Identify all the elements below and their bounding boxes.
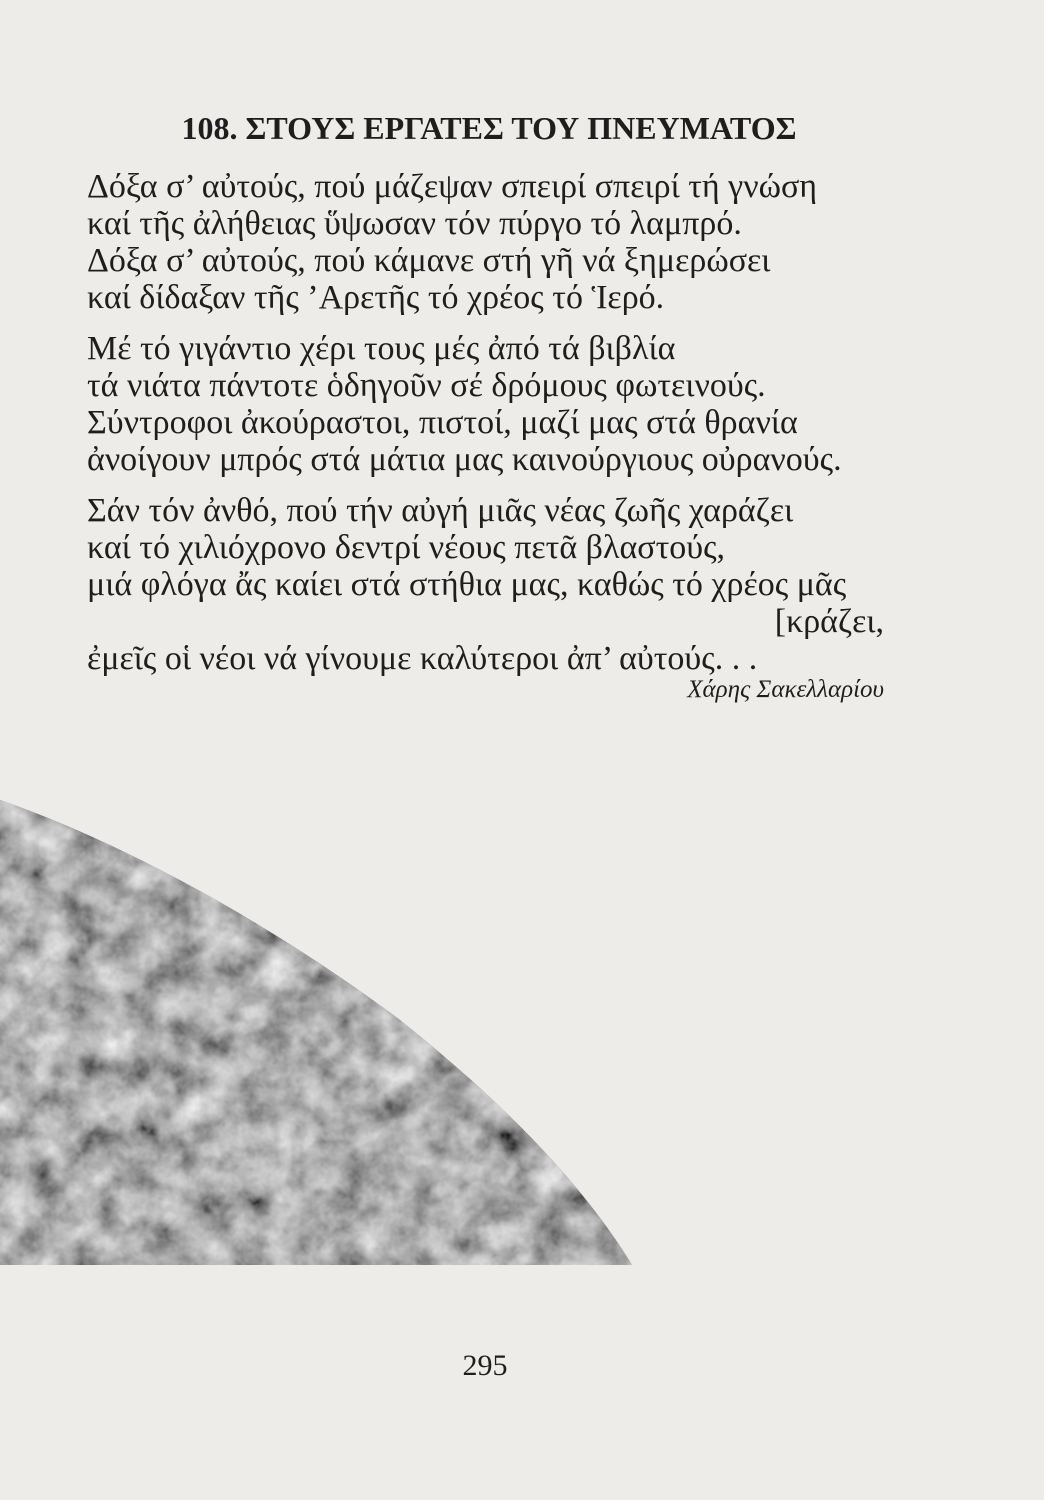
stanza-1 — [87, 168, 884, 316]
poem-line: ἐμεῖς οἱ νέοι νά γίνουμε καλύτεροι ἀπ’ αὐτούς. . . — [87, 640, 758, 677]
poem-line: καί δίδαξαν τῆς ’Αρετῆς τό χρέος τό Ἱερό. — [87, 279, 665, 316]
poem-line: Δόξα σ’ αὐτούς, πού κάμανε στή γῆ νά ξημερώσει — [87, 242, 771, 279]
rock-photo-overlay — [0, 790, 640, 1270]
poem-line-overflow: [κράζει, — [774, 603, 884, 640]
poem-line: Σάν τόν ἀνθό, πού τήν αὐγή μιᾶς νέας ζωῆς χαράζει — [87, 492, 794, 529]
poem-line: καί τῆς ἀλήθειας ὕψωσαν τόν πύργο τό λαμπρό. — [87, 205, 742, 242]
poem-line: Σύντροφοι ἀκούραστοι, πιστοί, μαζί μας στά θρανία — [87, 404, 798, 441]
poem-line: τά νιάτα πάντοτε ὁδηγοῦν σέ δρόμους φωτεινούς. — [87, 367, 766, 404]
poem-line: Δόξα σ’ αὐτούς, πού μάζεψαν σπειρί σπειρί τή γνώση — [87, 168, 818, 205]
stanza-2 — [87, 330, 884, 478]
stanza-3 — [87, 492, 884, 677]
poem-author: Χάρης Σακελλαρίου — [687, 676, 884, 703]
poem-line: ἀνοίγουν μπρός στά μάτια μας καινούργιους οὐρανούς. — [87, 441, 842, 478]
poem-line: καί τό χιλιόχρονο δεντρί νέους πετᾶ βλαστούς, — [87, 529, 726, 566]
poem-line: μιά φλόγα ἄς καίει στά στήθια μας, καθώς τό χρέος μᾶς — [87, 566, 847, 603]
poem-line: Μέ τό γιγάντιο χέρι τους μές ἀπό τά βιβλία — [87, 330, 676, 367]
page-number: 295 — [462, 1349, 508, 1382]
poem-body — [87, 168, 884, 703]
poem-title: 108. ΣΤΟΥΣ ΕΡΓΑΤΕΣ ΤΟΥ ΠΝΕΥΜΑΤΟΣ — [181, 110, 797, 146]
